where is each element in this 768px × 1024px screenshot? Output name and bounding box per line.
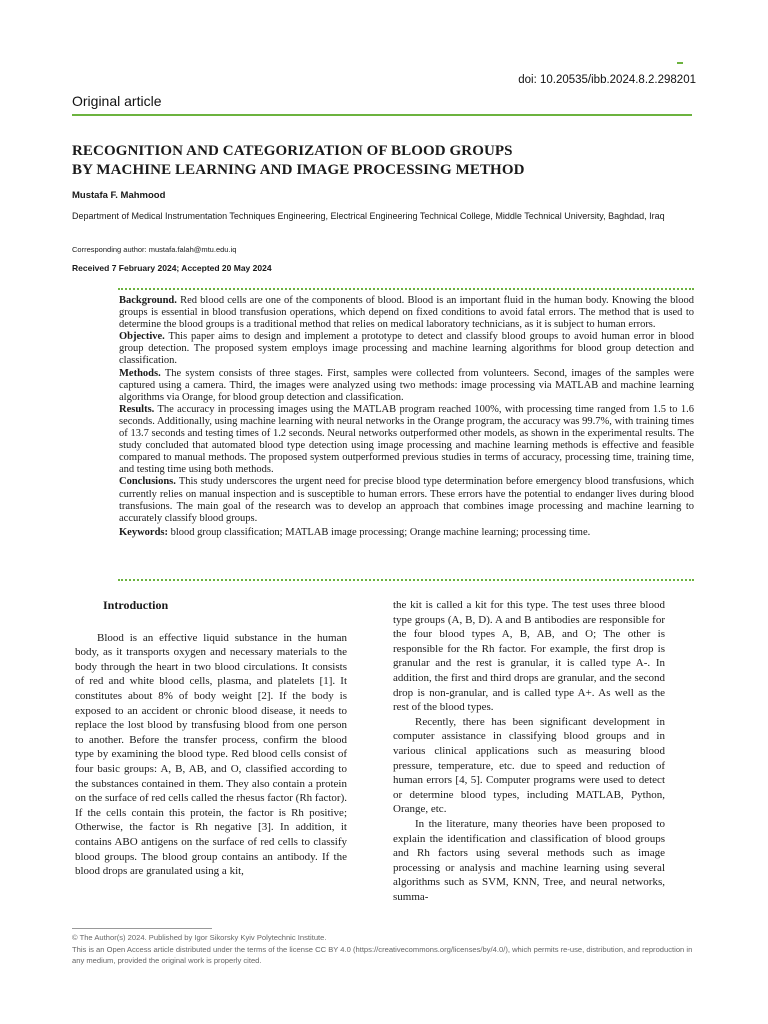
body-column-left — [75, 598, 347, 879]
body-column-right — [393, 598, 665, 904]
keywords-text: blood group classification; MATLAB image processing; Orange machine learning; processing time. — [170, 526, 591, 538]
results-text: The accuracy in processing images using the MATLAB program reached 100%, with processing time ranged from 1.5 to 1.6 seconds. Additionally, using machine learning with neural networks in the Orange program, the accuracy was 99.7%, with training times of 13.7 seconds and testing times of 1.2 seconds. Neural networks outperformed other models, as shown in the experimental results. The study concluded that automated blood type detection using image processing and machine learning methods is effective and feasible compared to manual methods. The proposed system outperformed previous studies in terms of accuracy, processing time, training time, and testing time using both methods. — [119, 403, 694, 476]
abstract-conclusions — [119, 476, 694, 524]
corresponding-author[interactable]: Corresponding author: mustafa.falah@mtu.edu.iq — [72, 245, 237, 254]
background-text: Red blood cells are one of the components of blood. Blood is an important fluid in the human body. Knowing the blood groups is essential in blood transfusion operations, which depend on fixed conditions to avoid fatal errors. The method that is used to determine the blood groups is a traditional method that relies on medical laboratory technicians, as it is subject to human errors. — [119, 295, 695, 331]
methods-text: The system consists of three stages. First, samples were collected from volunteers. Second, images of the samples were captured using a camera. Third, the images were analyzed using two methods: image processing via MATLAB and machine learning algorithms via Orange, for blood group detection and classification. — [119, 367, 695, 403]
footer-divider — [72, 928, 212, 929]
results-label: Results. — [119, 403, 155, 415]
title-line-2: BY MACHINE LEARNING AND IMAGE PROCESSING METHOD — [72, 162, 525, 178]
footer-license — [72, 932, 697, 967]
section-heading-introduction: Introduction — [103, 598, 169, 612]
body-paragraph: the kit is called a kit for this type. The test uses three blood type groups (A, B, D). A and B antibodies are responsible for the four blood types A, B, AB, and O; The other is responsible for the Rh factor. For example, the first drop is granular and the rest is granular, it is called type A-. In addition, the first and third drops are granular, and the second drop is non-granular, and is called type A+. As well as the rest of the blood types. — [393, 599, 665, 714]
abstract-background — [119, 295, 694, 331]
section-label: Original article — [72, 93, 162, 109]
title-line-1: RECOGNITION AND CATEGORIZATION OF BLOOD GROUPS — [72, 143, 513, 159]
methods-label: Methods. — [119, 367, 161, 379]
footer-license-text: This is an Open Access article distributed under the terms of the license CC BY 4.0 (https://creativecommons.org/licenses/by/4.0/), which permits re-use, distribution, and reproduction in any medium, provided the original work is properly cited. — [72, 944, 693, 965]
abstract-methods — [119, 368, 694, 404]
abstract-keywords — [119, 527, 694, 539]
abstract-bottom-divider — [118, 579, 694, 581]
received-accepted-dates: Received 7 February 2024; Accepted 20 May 2024 — [72, 263, 272, 273]
abstract-objective — [119, 331, 694, 367]
header-accent-mark — [677, 62, 683, 64]
abstract-top-divider — [118, 288, 694, 290]
body-paragraph: In the literature, many theories have been proposed to explain the identification and classification of blood groups and Rh factors using several methods such as image processing or analysis and machine learning using several algorithms such as SVM, KNN, Tree, and neural networks, summa- — [393, 817, 665, 903]
affiliation: Department of Medical Instrumentation Techniques Engineering, Electrical Engineering Technical College, Middle Technical University, Baghdad, Iraq — [72, 211, 665, 221]
conclusions-text: This study underscores the urgent need for precise blood type determination before emergency blood transfusions, which currently relies on manual inspection and is susceptible to human errors. These errors have the potential to endanger lives during blood transfusions. The main goal of the research was to develop an approach that combines image processing and machine learning to accurately classify blood groups. — [119, 476, 694, 524]
abstract-results — [119, 404, 694, 477]
footer-copyright: © The Author(s) 2024. Published by Igor Sikorsky Kyiv Polytechnic Institute. — [72, 933, 327, 942]
conclusions-label: Conclusions. — [119, 476, 176, 488]
keywords-label: Keywords: — [119, 526, 168, 538]
objective-label: Objective. — [119, 331, 165, 343]
header-divider — [72, 114, 692, 116]
body-paragraph: Recently, there has been significant development in computer assistance in classifying blood groups and in various clinical applications such as measuring blood pressure, temperature, etc. due to speed and reduction of human errors [4, 5]. Computer programs were used to detect or determine blood types, including MATLAB, Python, Orange, etc. — [393, 715, 665, 816]
background-label: Background. — [119, 295, 177, 306]
objective-text: This paper aims to design and implement a prototype to detect and classify blood groups to avoid human error in blood group detection. The proposed system employs image processing and machine learning algorithms for blood group detection and classification. — [119, 331, 695, 367]
doi[interactable]: doi: 10.20535/ibb.2024.8.2.298201 — [518, 74, 696, 86]
author-name: Mustafa F. Mahmood — [72, 190, 166, 201]
body-paragraph: Blood is an effective liquid substance in the human body, as it transports oxygen and necessary materials to the body through the heart in two blood circulations. It consists of red and white blood cells, plasma, and platelets [1]. It constitutes about 8% of body weight [2]. If the body is exposed to an accident or chronic blood disease, it needs to replace the lost blood by transfusing blood from one person to another. Before the transfer process, confirm the blood type by examining the blood type. Red blood cells consist of four basic groups: A, B, AB, and O, classified according to the substances contained in them. They also contain a protein on the surface of red cells called the rhesus factor (Rh factor). If the cells contain this protein, the factor is Rh positive; Otherwise, the factor is Rh negative [3]. In addition, it contains ABO antigens on the surface of red cells to classify blood groups. The blood group contains an antibody. If the blood drops are granulated using a kit, — [75, 631, 347, 878]
article-title — [72, 142, 692, 180]
abstract — [119, 295, 694, 539]
